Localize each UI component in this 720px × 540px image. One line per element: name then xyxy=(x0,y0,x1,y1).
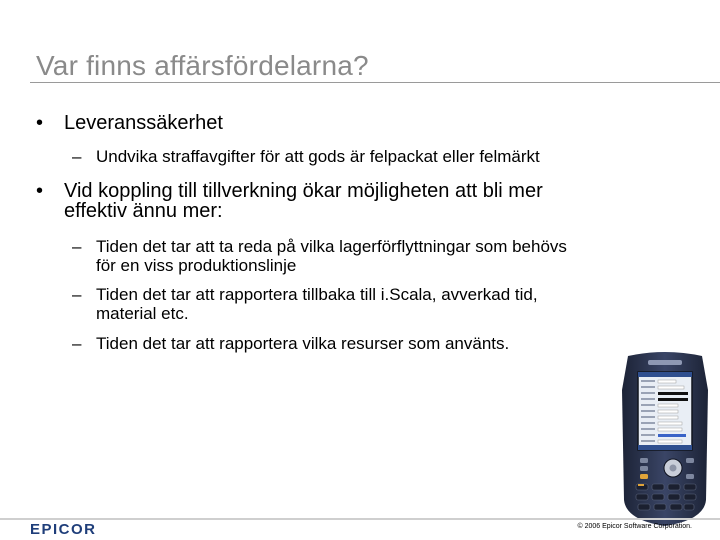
sub-bullet-text: Undvika straffavgifter för att gods är felpackat eller felmärkt xyxy=(96,147,540,166)
sub-bullet-text-line2: för en viss produktionslinje xyxy=(96,256,297,275)
bullet-text-line1: Vid koppling till tillverkning ökar möjligheten att bli mer xyxy=(64,180,543,202)
sub-bullet-dash: – xyxy=(72,237,82,256)
bullet-text-line2: effektiv ännu mer: xyxy=(64,200,223,222)
title-divider xyxy=(30,82,720,83)
epicor-logo xyxy=(30,520,112,536)
sub-bullet-dash: – xyxy=(72,147,82,166)
slide-title: Var finns affärsfördelarna? xyxy=(36,50,369,81)
sub-bullet-text-line1: Tiden det tar att rapportera tillbaka till i.Scala, avverkad tid, xyxy=(96,285,538,304)
sub-bullet-text-line1: Tiden det tar att ta reda på vilka lagerförflyttningar som behövs xyxy=(96,237,567,256)
bullet-text: Leveranssäkerhet xyxy=(64,112,223,134)
bullet-dot: • xyxy=(36,112,44,134)
sub-bullet-text-line2: material etc. xyxy=(96,304,189,323)
sub-bullet-text-line1: Tiden det tar att rapportera vilka resurser som använts. xyxy=(96,334,510,353)
handheld-terminal-image xyxy=(618,350,712,528)
epicor-logo-text: EPICOR xyxy=(30,521,97,536)
sub-bullet-dash: – xyxy=(72,285,82,304)
bullet-dot: • xyxy=(36,180,44,202)
copyright-text: © 2006 Epicor Software Corporation. xyxy=(577,523,692,530)
sub-bullet-dash: – xyxy=(72,334,82,353)
